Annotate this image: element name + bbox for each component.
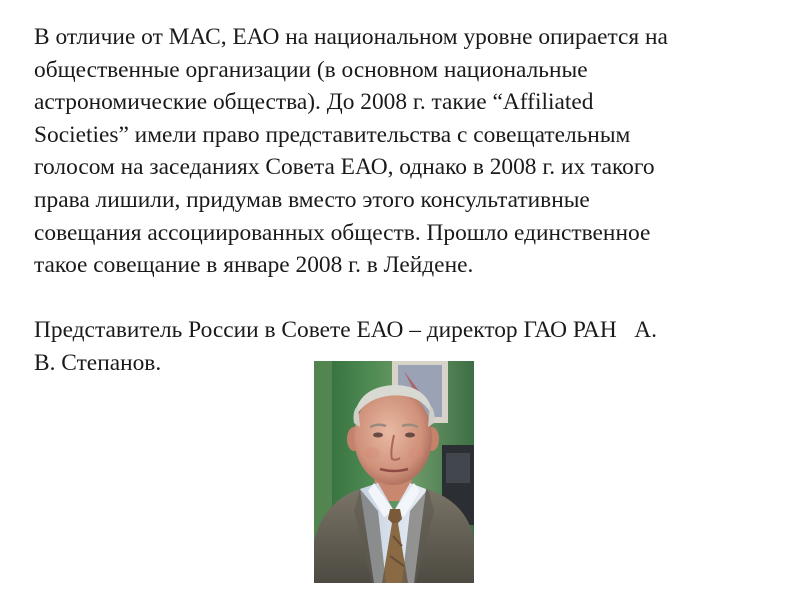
text-line: права лишили, придумав вместо этого консультативные: [34, 186, 590, 213]
text-line: такое совещание в январе 2008 г. в Лейдене.: [34, 252, 474, 279]
paragraph-spacer: [34, 282, 779, 315]
portrait-photo: [314, 361, 474, 583]
text-line: астрономические общества). До 2008 г. такие “Affiliated: [34, 89, 594, 116]
text-line: голосом на заседаниях Совета ЕАО, однако в 2008 г. их такого: [34, 154, 655, 181]
paragraph-eao-societies: [34, 21, 779, 282]
portrait-illustration: [314, 361, 474, 583]
text-line: В отличие от МАС, ЕАО на национальном уровне опирается на: [34, 24, 668, 50]
slide-text: [34, 21, 779, 380]
text-line: общественные организации (в основном национальные: [34, 56, 588, 83]
text-line: В. Степанов.: [34, 349, 162, 376]
text-line: Представитель России в Совете ЕАО – директор ГАО РАН А.: [34, 317, 657, 344]
text-line: Societies” имели право представительства с совещательным: [34, 121, 631, 148]
text-line: совещания ассоциированных обществ. Прошло единственное: [34, 219, 651, 246]
